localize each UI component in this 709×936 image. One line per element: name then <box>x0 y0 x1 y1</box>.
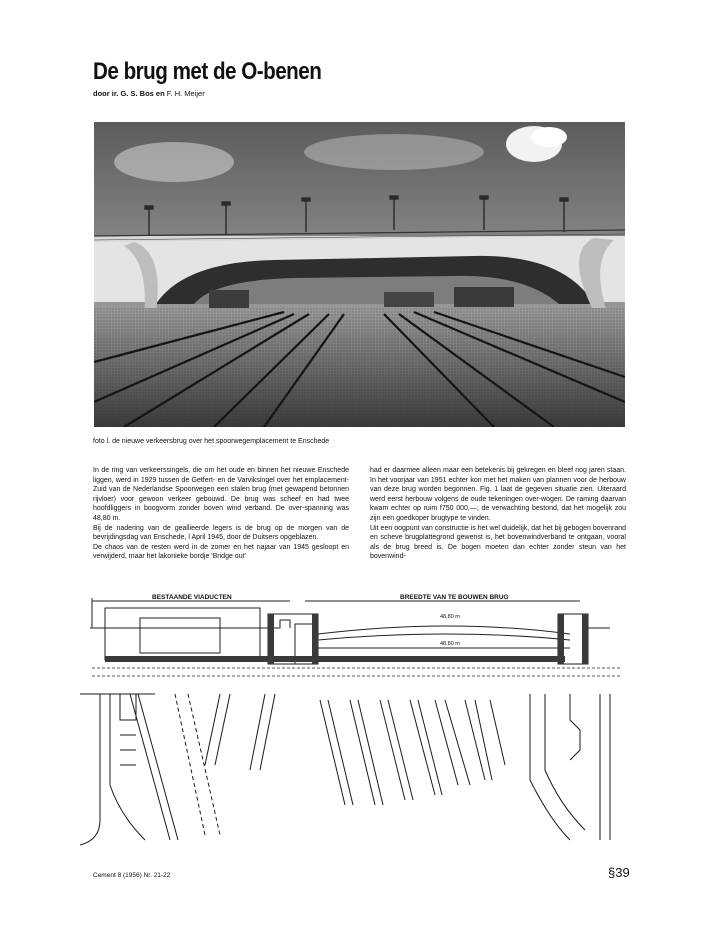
article-title: De brug met de O-benen <box>93 58 322 85</box>
plan-drawing <box>80 690 630 848</box>
drawing-label-right: BREEDTE VAN TE BOUWEN BRUG <box>400 594 509 601</box>
paragraph: De chaos van de resten werd in de zomer en het najaar van 1945 gesloopt en verwijderd, maar het lakonieke bordje 'Bridge out' <box>93 543 349 561</box>
text-column-left <box>93 466 349 562</box>
drawing-label-left: BESTAANDE VIADUCTEN <box>152 594 232 601</box>
paragraph: Uit een oogpunt van constructie is het wel duidelijk, dat het bij gebogen bovenrand en scheve brugplattegrond gewenst is, het bovenwindverband te ontgaan, vooral als de brug breed is. De bogen moeten dan echter zonder steun van het bovenwind- <box>370 524 626 561</box>
footer-source: Cement 8 (1956) Nr. 21-22 <box>93 872 171 879</box>
bridge-photo <box>94 122 625 427</box>
byline-prefix: door ir. G. S. Bos en <box>93 89 165 98</box>
paragraph: In de ring van verkeerssingels, die om het oude en binnen het nieuwe Enschede liggen, werd in 1929 tussen de Getfert- en de Varviksingel over het emplacement-Zuid van de Nederlandse Spoorwegen een stalen brug (met gewapend betonnen rijvloer) voor gewoon verkeer gebouwd. De brug was scheef en had twee hoofdliggers in boogvorm zonder boven wind verband. De over-spanning was 48,80 m. <box>93 467 349 522</box>
paragraph: Bij de nadering van de geallieerde legers is de brug op de morgen van de bevrijdingsdag van Enschede, l April 1945, door de Duitsers opgeblazen. <box>93 524 349 542</box>
page-number: §39 <box>608 865 630 880</box>
photo-caption: foto l. de nieuwe verkeersbrug over het spoorwegemplacement te Enschede <box>93 438 330 445</box>
paragraph: had er daarmee alleen maar een betekenis bij gekregen en bleef nog jaren staan. In het voorjaar van 1951 echter kon met het maken van plannen voor de herbouw van deze brug worden begonnen. Fig. 1 laat de gegeven situatie zien. Uiteraard werd eerst herbouw volgens de oude tekeningen over-wogen. De raming daarvan kwam echter op ruim f750 000,—; de verwachting bestond, dat het mogelijk zou zijn een goedkoper brugtype te vinden. <box>370 467 626 522</box>
section-drawing <box>80 588 630 684</box>
drawing-dimension-top: 48,80 m <box>440 614 460 620</box>
byline <box>93 89 205 98</box>
text-column-right <box>370 466 626 562</box>
byline-name: F. H. Meijer <box>166 89 205 98</box>
drawing-dimension-bottom: 48,80 m <box>440 641 460 647</box>
